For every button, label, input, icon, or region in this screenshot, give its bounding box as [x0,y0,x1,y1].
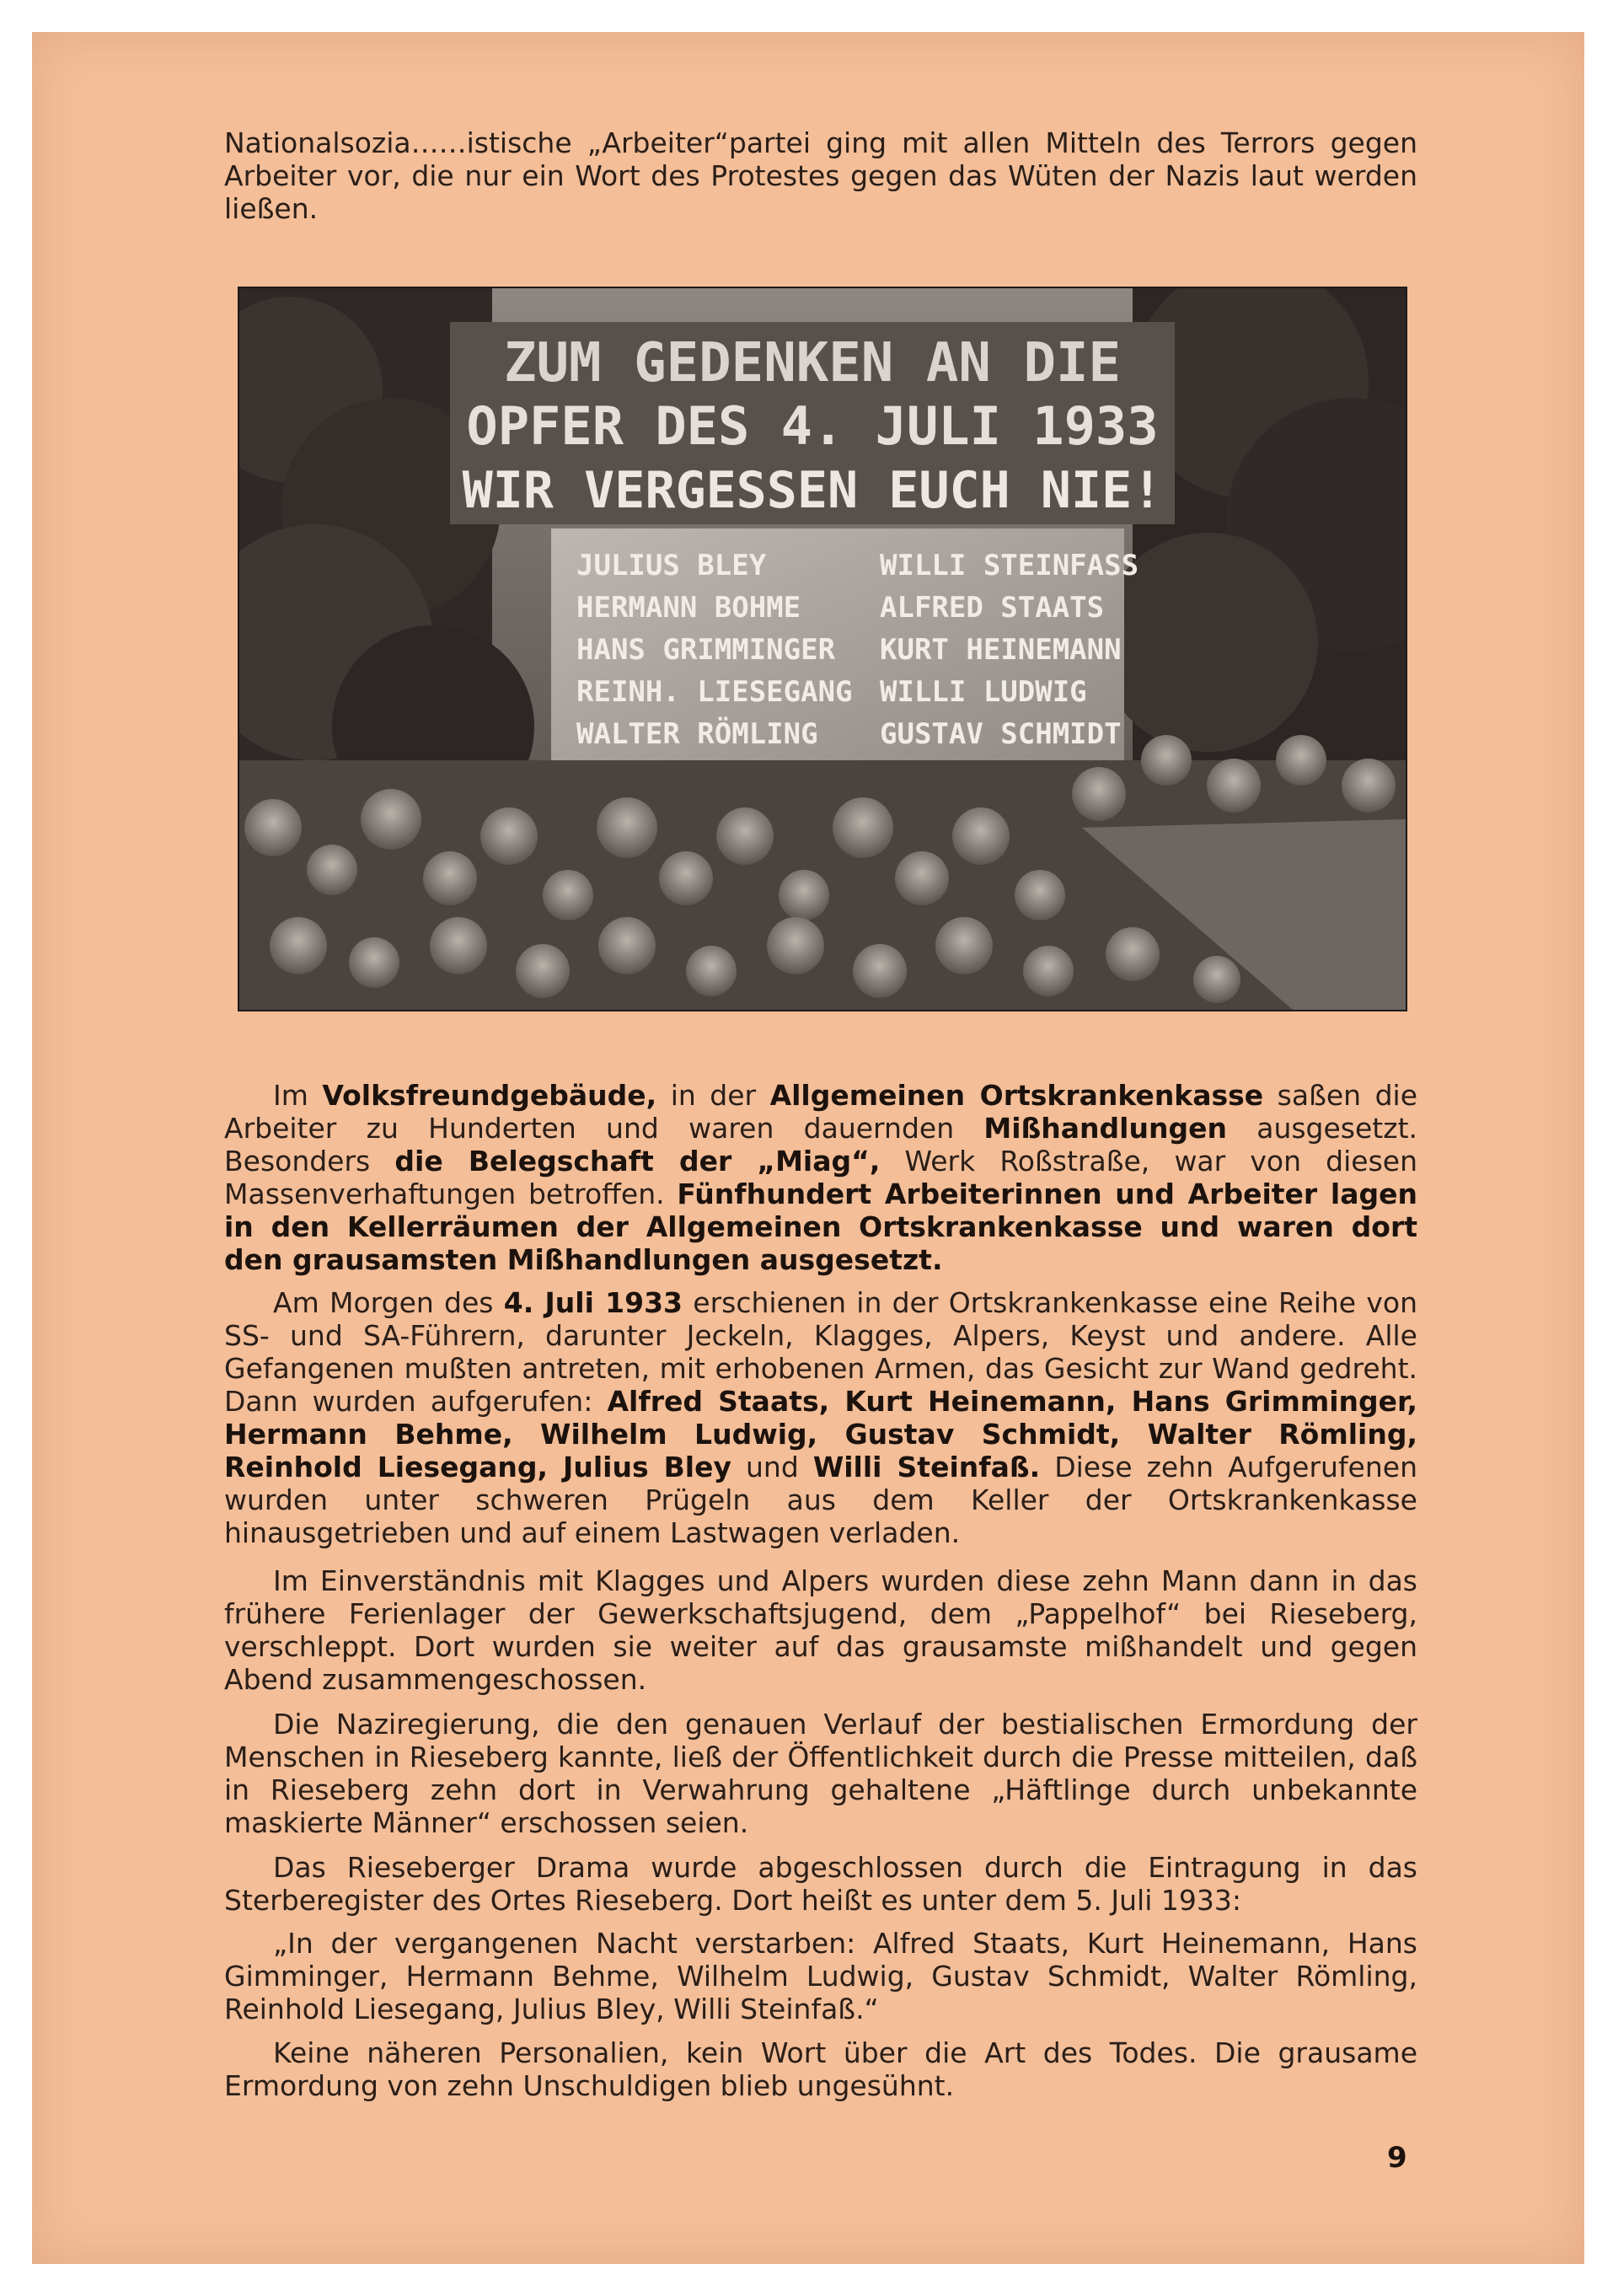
name-right-3: KURT HEINEMANN [880,633,1122,667]
name-left-1: JULIUS BLEY [576,549,767,582]
memorial-photo [238,287,1407,1011]
paragraph-quote: „In der vergangenen Nacht verstarben: Alfred Staats, Kurt Heinemann, Hans Gimminger, Hermann Behme, Wilhelm Ludwig, Gustav Schmidt, Walter Römling, Reinhold Liesegang, Julius Bley, Willi Steinfaß.“ [224,1927,1417,2025]
name-left-3: HANS GRIMMINGER [576,633,836,667]
paragraph-volksfreund: Im Volksfreundgebäude, in der Allgemeinen Ortskrankenkasse saßen die Arbeiter zu Hunderten und waren dauernden Mißhandlungen ausgesetzt. Besonders die Belegschaft der „Miag“, Werk Roßstraße, war von diesen Massenverhaftungen betroffen. Fünfhundert Arbeiterinnen und Arbeiter lagen in den Kellerräumen der Allgemeinen Ortskrankenkasse und waren dort den grausamsten Mißhandlungen ausgesetzt. [224,1079,1417,1276]
paragraph-closing: Keine näheren Personalien, kein Wort über die Art des Todes. Die grausame Ermordung von zehn Unschuldigen blieb ungesühnt. [224,2036,1417,2102]
name-right-5: GUSTAV SCHMIDT [880,717,1122,751]
paragraph-pappelhof: Im Einverständnis mit Klagges und Alpers wurden diese zehn Mann dann in das frühere Ferienlager der Gewerkschaftsjugend, dem „Pappelhof“ bei Rieseberg, verschleppt. Dort wurden sie weiter auf das grausamste mißhandelt und gegen Abend zusammengeschossen. [224,1564,1417,1696]
paragraph-4-juli: Am Morgen des 4. Juli 1933 erschienen in der Ortskrankenkasse eine Reihe von SS- und SA-Führern, darunter Jeckeln, Klagges, Alpers, Keyst und andere. Alle Gefangenen mußten antreten, mit erhobenen Armen, das Gesicht zur Wand gedreht. Dann wurden aufgerufen: Alfred Staats, Kurt Heinemann, Hans Grimminger, Hermann Behme, Wilhelm Ludwig, Gustav Schmidt, Walter Römling, Reinhold Liesegang, Julius Bley und Willi Steinfaß. Diese zehn Aufgerufenen wurden unter schweren Prügeln aus dem Keller der Ortskrankenkasse hinausgetrieben und auf einem Lastwagen verladen. [224,1286,1418,1549]
name-left-5: WALTER RÖMLING [576,717,818,751]
name-right-4: WILLI LUDWIG [880,675,1087,709]
intro-text: Nationalsozia……istische „Arbeiter“partei ging mit allen Mitteln des Terrors gegen Arbeiter vor, die nur ein Wort des Protestes gegen das Wüten der Nazis laut werden ließen. [224,126,1417,225]
name-right-1: WILLI STEINFASS [880,549,1139,582]
paragraph-naziregierung: Die Naziregierung, die den genauen Verlauf der bestialischen Ermordung der Menschen in Rieseberg kannte, ließ der Öffentlichkeit durch die Presse mitteilen, daß in Rieseberg zehn dort in Verwahrung gehaltene „Häftlinge durch unbekannte maskierte Männer“ erschossen seien. [224,1708,1417,1839]
inscription-line-1: ZUM GEDENKEN AN DIE [503,332,1122,394]
inscription-line-3: WIR VERGESSEN EUCH NIE! [462,461,1163,520]
name-left-2: HERMANN BOHME [576,591,801,625]
memorial-photo-image [239,288,1406,1010]
page-number: 9 [1387,2141,1407,2175]
inscription-line-2: OPFER DES 4. JULI 1933 [466,395,1159,457]
name-left-4: REINH. LIESEGANG [576,675,853,709]
paragraph-sterberegister: Das Rieseberger Drama wurde abgeschlossen durch die Eintragung in das Sterberegister des Ortes Rieseberg. Dort heißt es unter dem 5. Juli 1933: [224,1851,1417,1917]
intro-paragraph [224,126,1417,225]
name-right-2: ALFRED STAATS [880,591,1105,625]
